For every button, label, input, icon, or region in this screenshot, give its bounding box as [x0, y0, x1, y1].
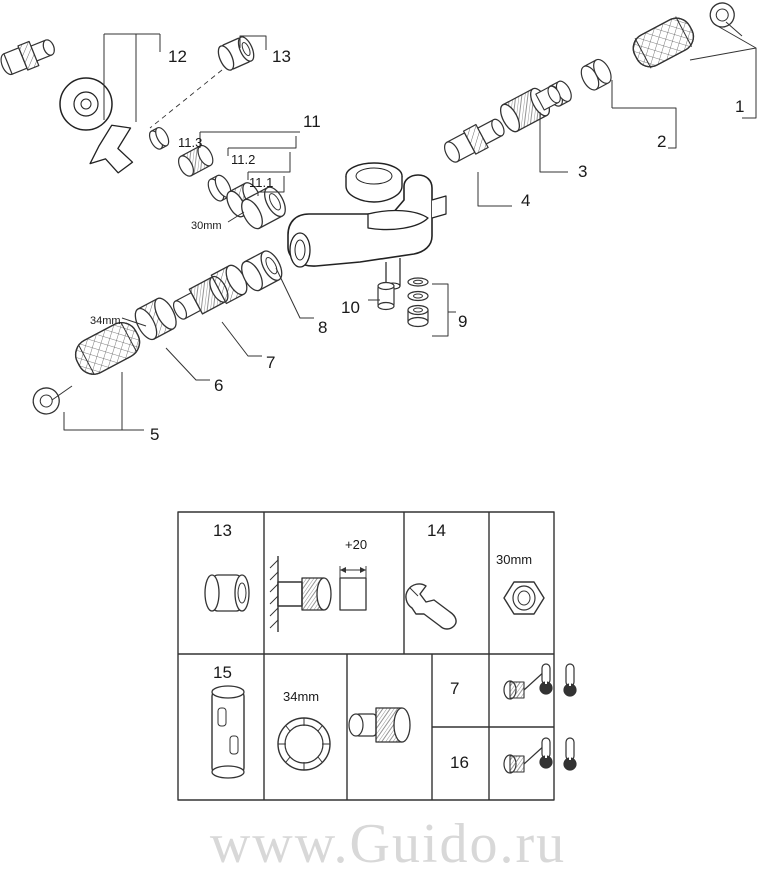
- callout-6: 6: [214, 376, 224, 395]
- callout-9: 9: [458, 312, 468, 331]
- legend-label-16: 16: [450, 753, 469, 772]
- legend-label-14: 14: [427, 521, 446, 540]
- legend-label-plus20: +20: [345, 537, 368, 552]
- callout-11-1: 11.1: [249, 175, 274, 190]
- callout-11-3: 11.3: [178, 135, 203, 150]
- watermark: www.Guido.ru: [209, 813, 567, 875]
- callout-2: 2: [657, 132, 667, 151]
- callout-8: 8: [318, 318, 328, 337]
- callout-1: 1: [735, 97, 745, 116]
- dimension-30mm: 30mm: [191, 220, 222, 232]
- legend-label-13: 13: [213, 521, 232, 540]
- dimension-34mm: 34mm: [90, 315, 121, 327]
- legend-label-30mm: 30mm: [496, 552, 533, 567]
- callout-5: 5: [150, 425, 160, 444]
- callout-11-2: 11.2: [231, 152, 256, 167]
- callout-4: 4: [521, 191, 531, 210]
- callout-12: 12: [168, 47, 187, 66]
- callout-10: 10: [341, 298, 360, 317]
- callout-11: 11: [303, 112, 321, 131]
- callout-13: 13: [272, 47, 291, 66]
- legend-label-7: 7: [450, 679, 460, 698]
- legend-label-34mm: 34mm: [283, 689, 320, 704]
- callout-3: 3: [578, 162, 588, 181]
- legend-label-15: 15: [213, 663, 232, 682]
- callout-7: 7: [266, 353, 276, 372]
